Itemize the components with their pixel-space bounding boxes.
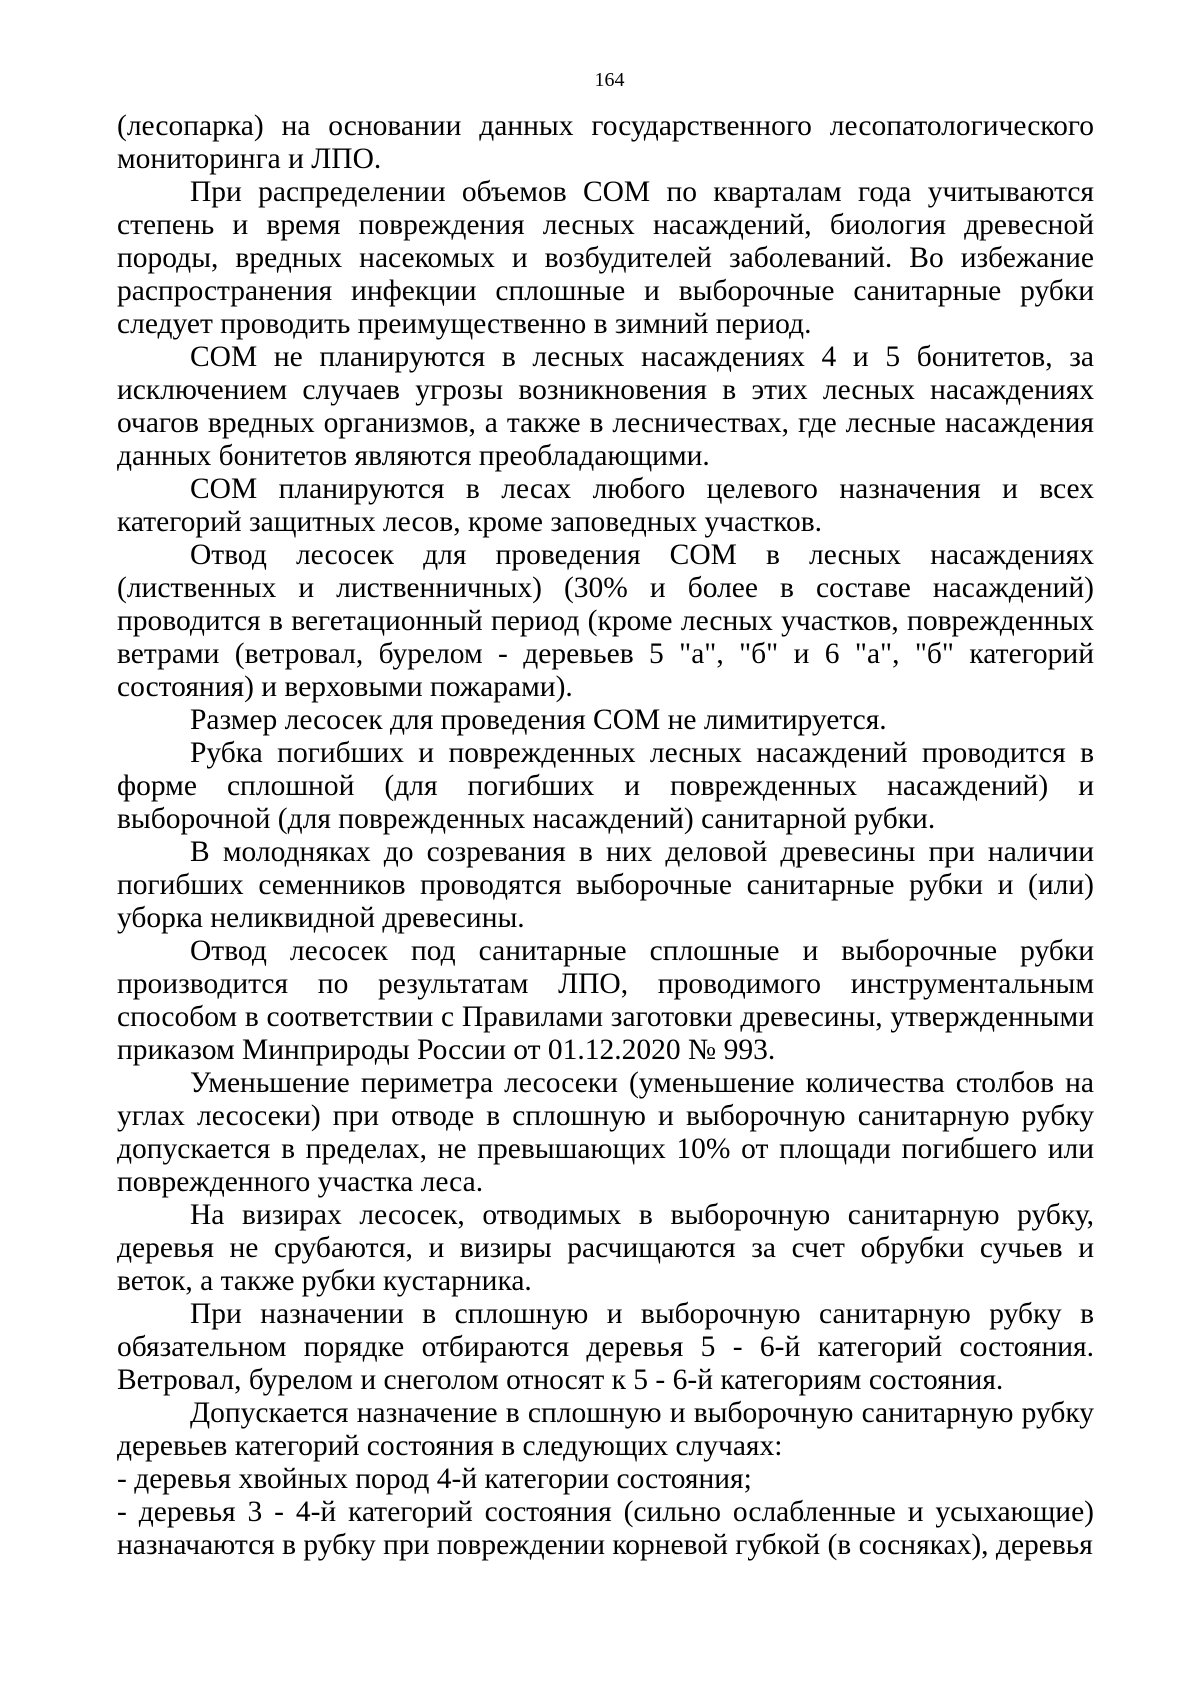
- paragraph: Отвод лесосек под санитарные сплошные и выборочные рубки производится по результатам ЛПО, проводимого инструментальным способом в соответствии с Правилами заготовки древесины, утвержденными приказом Минприроды России от 01.12.2020 № 993.: [117, 935, 1094, 1066]
- list-item: - деревья 3 - 4-й категорий состояния (сильно ослабленные и усыхающие) назначаются в рубку при повреждении корневой губкой (в сосняках), деревья: [117, 1496, 1094, 1561]
- paragraph: Допускается назначение в сплошную и выборочную санитарную рубку деревьев категорий состояния в следующих случаях:: [117, 1397, 1094, 1462]
- paragraph: При распределении объемов СОМ по кварталам года учитываются степень и время повреждения лесных насаждений, биология древесной породы, вредных насекомых и возбудителей заболеваний. Во избежание распространения инфекции сплошные и выборочные санитарные рубки следует проводить преимущественно в зимний период.: [117, 176, 1094, 340]
- document-page: [117, 62, 1094, 1562]
- page-number: 164: [594, 69, 625, 91]
- paragraph: При назначении в сплошную и выборочную санитарную рубку в обязательном порядке отбираются деревья 5 - 6-й категорий состояния. Ветровал, бурелом и снеголом относят к 5 - 6-й категориям состояния.: [117, 1298, 1094, 1396]
- paragraph: В молодняках до созревания в них деловой древесины при наличии погибших семенников проводятся выборочные санитарные рубки и (или) уборка неликвидной древесины.: [117, 836, 1094, 934]
- paragraph: Отвод лесосек для проведения СОМ в лесных насаждениях (лиственных и лиственничных) (30% и более в составе насаждений) проводится в вегетационный период (кроме лесных участков, поврежденных ветрами (ветровал, бурелом - деревьев 5 "а", "б" и 6 "а", "б" категорий состояния) и верховыми пожарами).: [117, 539, 1094, 703]
- paragraph: Рубка погибших и поврежденных лесных насаждений проводится в форме сплошной (для погибших и поврежденных насаждений) и выборочной (для поврежденных насаждений) санитарной рубки.: [117, 737, 1094, 835]
- list-item: - деревья хвойных пород 4-й категории состояния;: [117, 1463, 752, 1495]
- paragraph: На визирах лесосек, отводимых в выборочную санитарную рубку, деревья не срубаются, и визиры расчищаются за счет обрубки сучьев и веток, а также рубки кустарника.: [117, 1199, 1094, 1297]
- paragraph: СОМ не планируются в лесных насаждениях 4 и 5 бонитетов, за исключением случаев угрозы возникновения в этих лесных насаждениях очагов вредных организмов, а также в лесничествах, где лесные насаждения данных бонитетов являются преобладающими.: [117, 341, 1094, 472]
- paragraph: СОМ планируются в лесах любого целевого назначения и всех категорий защитных лесов, кроме заповедных участков.: [117, 473, 1094, 538]
- document-body: [117, 110, 1094, 1562]
- paragraph: Размер лесосек для проведения СОМ не лимитируется.: [190, 704, 887, 736]
- paragraph: (лесопарка) на основании данных государственного лесопатологического мониторинга и ЛПО.: [117, 110, 1094, 175]
- paragraph: Уменьшение периметра лесосеки (уменьшение количества столбов на углах лесосеки) при отводе в сплошную и выборочную санитарную рубку допускается в пределах, не превышающих 10% от площади погибшего или поврежденного участка леса.: [117, 1067, 1094, 1198]
